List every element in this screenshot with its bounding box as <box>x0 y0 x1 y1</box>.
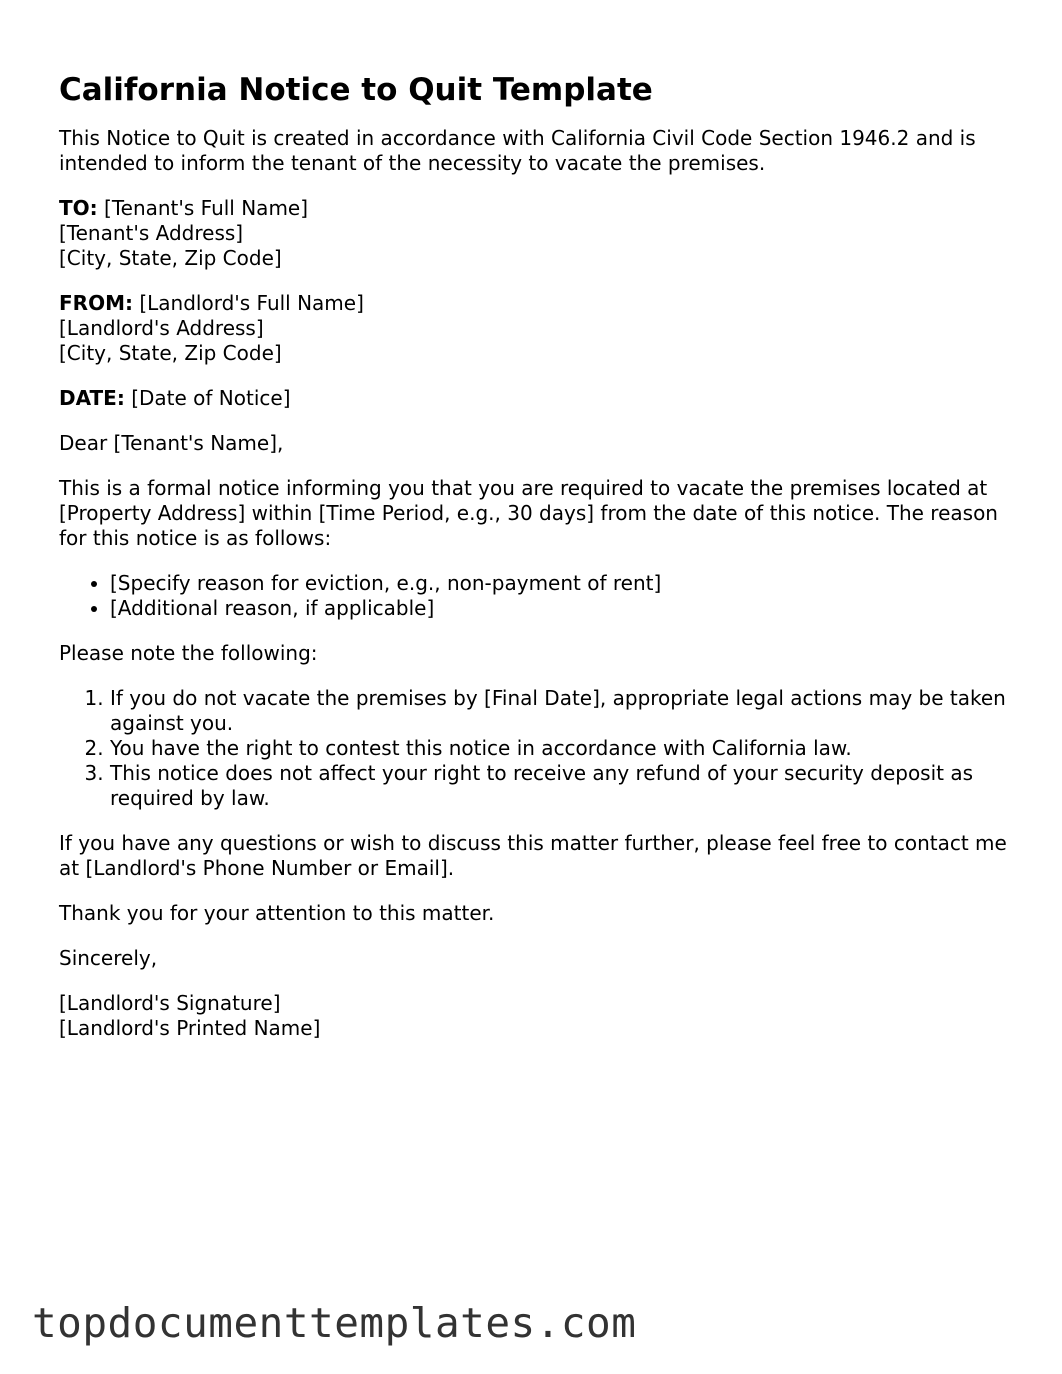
tenant-full-name: [Tenant's Full Name] <box>104 196 309 220</box>
closing: Sincerely, <box>59 946 158 970</box>
document-page <box>59 70 1019 1061</box>
to-block <box>59 196 1019 271</box>
thanks-paragraph: Thank you for your attention to this matter. <box>59 901 495 925</box>
salutation: Dear [Tenant's Name], <box>59 431 284 455</box>
landlord-city: [City, State, Zip Code] <box>59 341 282 365</box>
reasons-list <box>59 571 1019 621</box>
landlord-signature: [Landlord's Signature] <box>59 991 281 1015</box>
list-item: 2. You have the right to contest this notice in accordance with California law. <box>110 736 1019 761</box>
landlord-address: [Landlord's Address] <box>59 316 264 340</box>
list-item: 1. If you do not vacate the premises by [Final Date], appropriate legal actions may be taken against you. <box>110 686 1019 736</box>
landlord-printed-name: [Landlord's Printed Name] <box>59 1016 321 1040</box>
landlord-full-name: [Landlord's Full Name] <box>139 291 364 315</box>
list-item: 3. This notice does not affect your right to receive any refund of your security deposit as required by law. <box>110 761 1019 811</box>
to-label: TO: <box>59 196 98 220</box>
contact-paragraph: If you have any questions or wish to discuss this matter further, please feel free to contact me at [Landlord's Phone Number or Email]. <box>59 831 1007 880</box>
body-paragraph: This is a formal notice informing you that you are required to vacate the premises located at [Property Address] within [Time Period, e.g., 30 days] from the date of this notice. The reason for this notice is as follows: <box>59 476 998 550</box>
watermark: topdocumenttemplates.com <box>32 1299 637 1347</box>
note-heading: Please note the following: <box>59 641 318 665</box>
list-item: • [Specify reason for eviction, e.g., non-payment of rent] <box>110 571 1019 596</box>
from-block <box>59 291 1019 366</box>
date-label: DATE: <box>59 386 125 410</box>
document-title: California Notice to Quit Template <box>59 72 653 108</box>
tenant-city: [City, State, Zip Code] <box>59 246 282 270</box>
list-item: • [Additional reason, if applicable] <box>110 596 1019 621</box>
notes-list <box>59 686 1019 811</box>
date-block <box>59 386 1019 411</box>
date-value: [Date of Notice] <box>131 386 291 410</box>
signature-block <box>59 991 1019 1041</box>
tenant-address: [Tenant's Address] <box>59 221 244 245</box>
intro-paragraph: This Notice to Quit is created in accordance with California Civil Code Section 1946.2 and is intended to inform the tenant of the necessity to vacate the premises. <box>59 126 976 175</box>
from-label: FROM: <box>59 291 133 315</box>
